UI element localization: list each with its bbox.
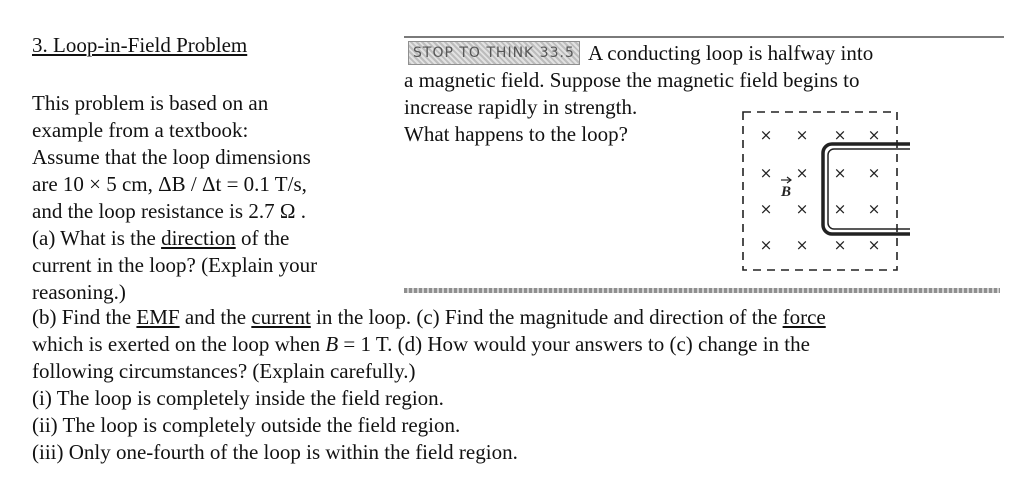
variable-b: B xyxy=(325,332,339,356)
field-x-mark: × xyxy=(833,164,847,182)
field-x-mark: × xyxy=(759,236,773,254)
intro-line-8: reasoning.) xyxy=(32,280,126,304)
current-underlined: current xyxy=(251,305,311,329)
intro-line-1: This problem is based on an xyxy=(32,91,269,115)
emf-underlined: EMF xyxy=(136,305,180,329)
stt-line-3: increase rapidly in strength. xyxy=(404,95,638,119)
direction-underlined: direction xyxy=(161,226,236,250)
case-ii: (ii) The loop is completely outside the field region. xyxy=(32,413,461,437)
field-x-mark: × xyxy=(759,164,773,182)
intro-line-2: example from a textbook: xyxy=(32,118,249,142)
field-x-mark: × xyxy=(795,164,809,182)
loop-field-figure xyxy=(740,106,910,278)
field-x-mark: × xyxy=(795,200,809,218)
field-x-mark: × xyxy=(867,126,881,144)
field-x-mark: × xyxy=(867,200,881,218)
problem-title: 3. Loop-in-Field Problem xyxy=(32,33,248,57)
intro-line-4: are 10 × 5 cm, ΔB / Δt = 0.1 T/s, xyxy=(32,172,307,196)
part-d-line: following circumstances? (Explain carefully.) xyxy=(32,359,416,383)
stop-to-think-label: STOP TO THINK 33.5 xyxy=(408,41,580,65)
box-top-rule xyxy=(404,36,1004,38)
stt-line-1: A conducting loop is halfway into xyxy=(588,41,874,65)
problem-parts xyxy=(32,304,992,466)
field-label-b: B xyxy=(780,184,792,200)
problem-intro xyxy=(32,90,392,306)
field-x-mark: × xyxy=(759,200,773,218)
intro-line-6: (a) What is the direction of the xyxy=(32,226,290,250)
field-x-mark: × xyxy=(759,126,773,144)
intro-line-5: and the loop resistance is 2.7 Ω . xyxy=(32,199,306,223)
intro-line-3: Assume that the loop dimensions xyxy=(32,145,311,169)
field-x-mark: × xyxy=(795,236,809,254)
case-iii: (iii) Only one-fourth of the loop is within the field region. xyxy=(32,440,518,464)
intro-line-7: current in the loop? (Explain your xyxy=(32,253,318,277)
field-x-mark: × xyxy=(833,126,847,144)
force-underlined: force xyxy=(782,305,826,329)
field-x-mark: × xyxy=(795,126,809,144)
part-c-line: which is exerted on the loop when B = 1 T. (d) How would your answers to (c) change in the xyxy=(32,332,810,356)
case-i: (i) The loop is completely inside the field region. xyxy=(32,386,444,410)
field-x-mark: × xyxy=(833,236,847,254)
stt-line-2: a magnetic field. Suppose the magnetic field begins to xyxy=(404,68,860,92)
stt-line-4: What happens to the loop? xyxy=(404,122,628,146)
field-x-mark: × xyxy=(833,200,847,218)
part-b-line: (b) Find the EMF and the current in the loop. (c) Find the magnitude and direction of the force xyxy=(32,305,826,329)
field-x-mark: × xyxy=(867,236,881,254)
field-x-mark: × xyxy=(867,164,881,182)
box-bottom-rule xyxy=(404,288,1000,293)
